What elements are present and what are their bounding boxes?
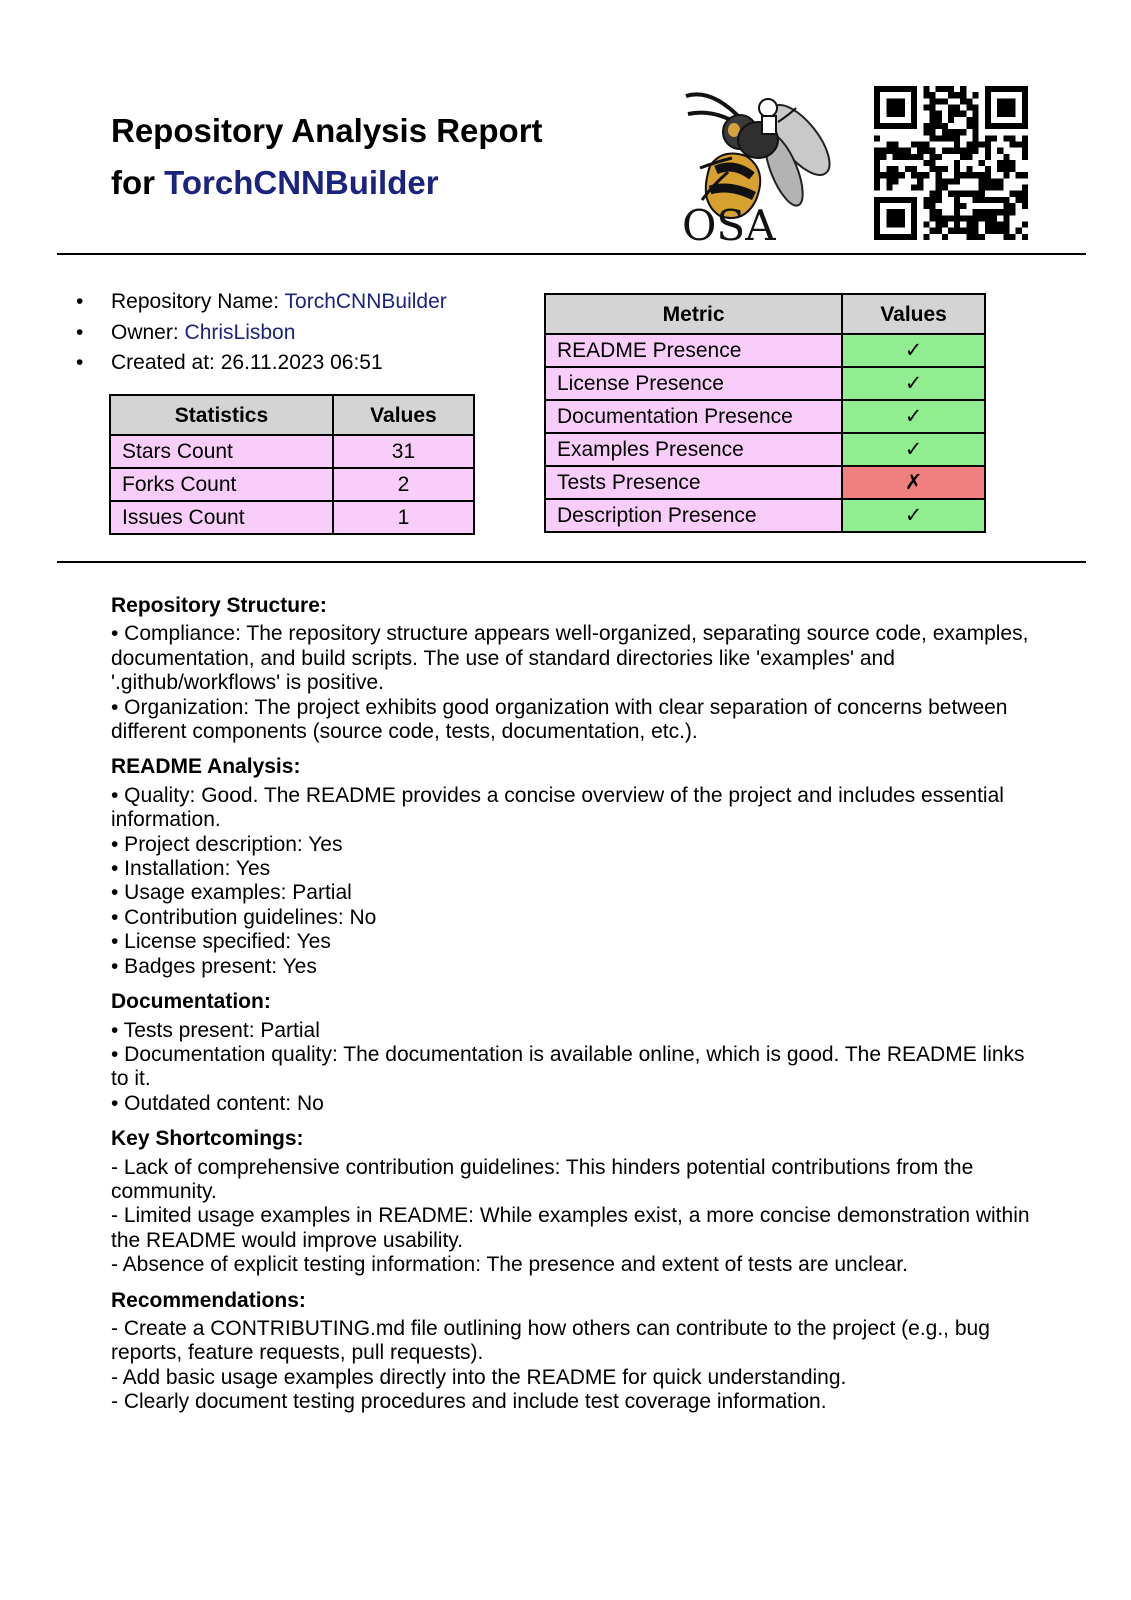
section-line: • Project description: Yes bbox=[111, 832, 343, 856]
section-line: • Outdated content: No bbox=[111, 1091, 324, 1115]
qr-code-icon bbox=[874, 86, 1028, 240]
divider-top bbox=[57, 253, 1086, 255]
section-line: • Organization: The project exhibits good organization with clear separation of concerns between different components (source code, tests, documentation, etc.). bbox=[111, 695, 1008, 744]
section-key-shortcomings bbox=[111, 1127, 1041, 1277]
stats-header-statistics: Statistics bbox=[110, 395, 333, 435]
info-repository-name: • Repository Name: TorchCNNBuilder bbox=[76, 287, 447, 318]
metric-name: Examples Presence bbox=[545, 433, 842, 466]
title-line-1: Repository Analysis Report bbox=[111, 112, 543, 149]
stat-value: 31 bbox=[333, 435, 474, 468]
section-line: - Add basic usage examples directly into the README for quick understanding. bbox=[111, 1365, 847, 1389]
stats-header-values: Values bbox=[333, 395, 474, 435]
section-title: Recommendations: bbox=[111, 1288, 306, 1312]
section-line: • Compliance: The repository structure appears well-organized, separating source code, examples, documentation, and build scripts. The use of standard directories like 'examples' and '.github/workflows' is positive. bbox=[111, 622, 1029, 695]
table-row bbox=[545, 466, 985, 499]
metric-name: Description Presence bbox=[545, 499, 842, 532]
check-icon: ✓ bbox=[842, 400, 985, 433]
stat-name: Issues Count bbox=[110, 501, 333, 534]
analysis-content bbox=[111, 594, 1041, 1426]
section-line: • Installation: Yes bbox=[111, 857, 271, 881]
section-line: • Badges present: Yes bbox=[111, 954, 317, 978]
check-icon: ✓ bbox=[842, 499, 985, 532]
metrics-header-values: Values bbox=[842, 294, 985, 334]
title-repo-name: TorchCNNBuilder bbox=[164, 164, 439, 201]
info-created-at: • Created at: 26.11.2023 06:51 bbox=[76, 348, 447, 379]
table-row bbox=[545, 400, 985, 433]
section-line: • License specified: Yes bbox=[111, 930, 331, 954]
osa-logo-icon bbox=[672, 78, 848, 246]
info-owner: • Owner: ChrisLisbon bbox=[76, 318, 447, 349]
section-line: - Lack of comprehensive contribution guidelines: This hinders potential contributions from the community. bbox=[111, 1155, 974, 1203]
section-title: Repository Structure: bbox=[111, 594, 327, 617]
section-line: • Tests present: Partial bbox=[111, 1018, 320, 1042]
cross-icon: ✗ bbox=[842, 466, 985, 499]
section-line: - Create a CONTRIBUTING.md file outlining how others can contribute to the project (e.g., bug reports, feature requests, pull requests). bbox=[111, 1316, 990, 1365]
section-readme-analysis bbox=[111, 755, 1041, 979]
metric-name: Tests Presence bbox=[545, 466, 842, 499]
section-line: - Clearly document testing procedures and include test coverage information. bbox=[111, 1390, 827, 1414]
section-repository-structure bbox=[111, 594, 1041, 744]
check-icon: ✓ bbox=[842, 367, 985, 400]
section-line: • Documentation quality: The documentation is available online, which is good. The README links to it. bbox=[111, 1042, 1025, 1091]
metric-name: README Presence bbox=[545, 334, 842, 367]
section-title: Documentation: bbox=[111, 990, 271, 1014]
section-title: Key Shortcomings: bbox=[111, 1127, 304, 1151]
title-prefix: for bbox=[111, 164, 165, 201]
check-icon: ✓ bbox=[842, 433, 985, 466]
report-title bbox=[111, 105, 543, 209]
repository-info-list bbox=[76, 287, 447, 379]
title-line-2 bbox=[111, 157, 543, 209]
table-row bbox=[110, 468, 474, 501]
table-row bbox=[545, 367, 985, 400]
table-row bbox=[545, 334, 985, 367]
section-line: - Absence of explicit testing information: The presence and extent of tests are unclear. bbox=[111, 1253, 908, 1277]
metric-name: Documentation Presence bbox=[545, 400, 842, 433]
section-documentation bbox=[111, 990, 1041, 1116]
statistics-table bbox=[109, 394, 475, 535]
section-line: • Contribution guidelines: No bbox=[111, 905, 377, 929]
section-line: • Usage examples: Partial bbox=[111, 881, 352, 905]
metrics-header-metric: Metric bbox=[545, 294, 842, 334]
table-row bbox=[545, 499, 985, 532]
stat-value: 1 bbox=[333, 501, 474, 534]
section-line: - Limited usage examples in README: While examples exist, a more concise demonstration within the README would improve usability. bbox=[111, 1204, 1030, 1252]
table-row bbox=[110, 501, 474, 534]
check-icon: ✓ bbox=[842, 334, 985, 367]
section-line: • Quality: Good. The README provides a concise overview of the project and includes essential information. bbox=[111, 783, 1004, 832]
stat-name: Stars Count bbox=[110, 435, 333, 468]
section-title: README Analysis: bbox=[111, 755, 301, 779]
table-row bbox=[545, 433, 985, 466]
metric-name: License Presence bbox=[545, 367, 842, 400]
table-row bbox=[110, 435, 474, 468]
metrics-table bbox=[544, 293, 986, 533]
osa-logo-text: OSA bbox=[682, 201, 776, 246]
divider-middle bbox=[57, 561, 1086, 563]
section-recommendations bbox=[111, 1289, 1041, 1415]
stat-name: Forks Count bbox=[110, 468, 333, 501]
stat-value: 2 bbox=[333, 468, 474, 501]
